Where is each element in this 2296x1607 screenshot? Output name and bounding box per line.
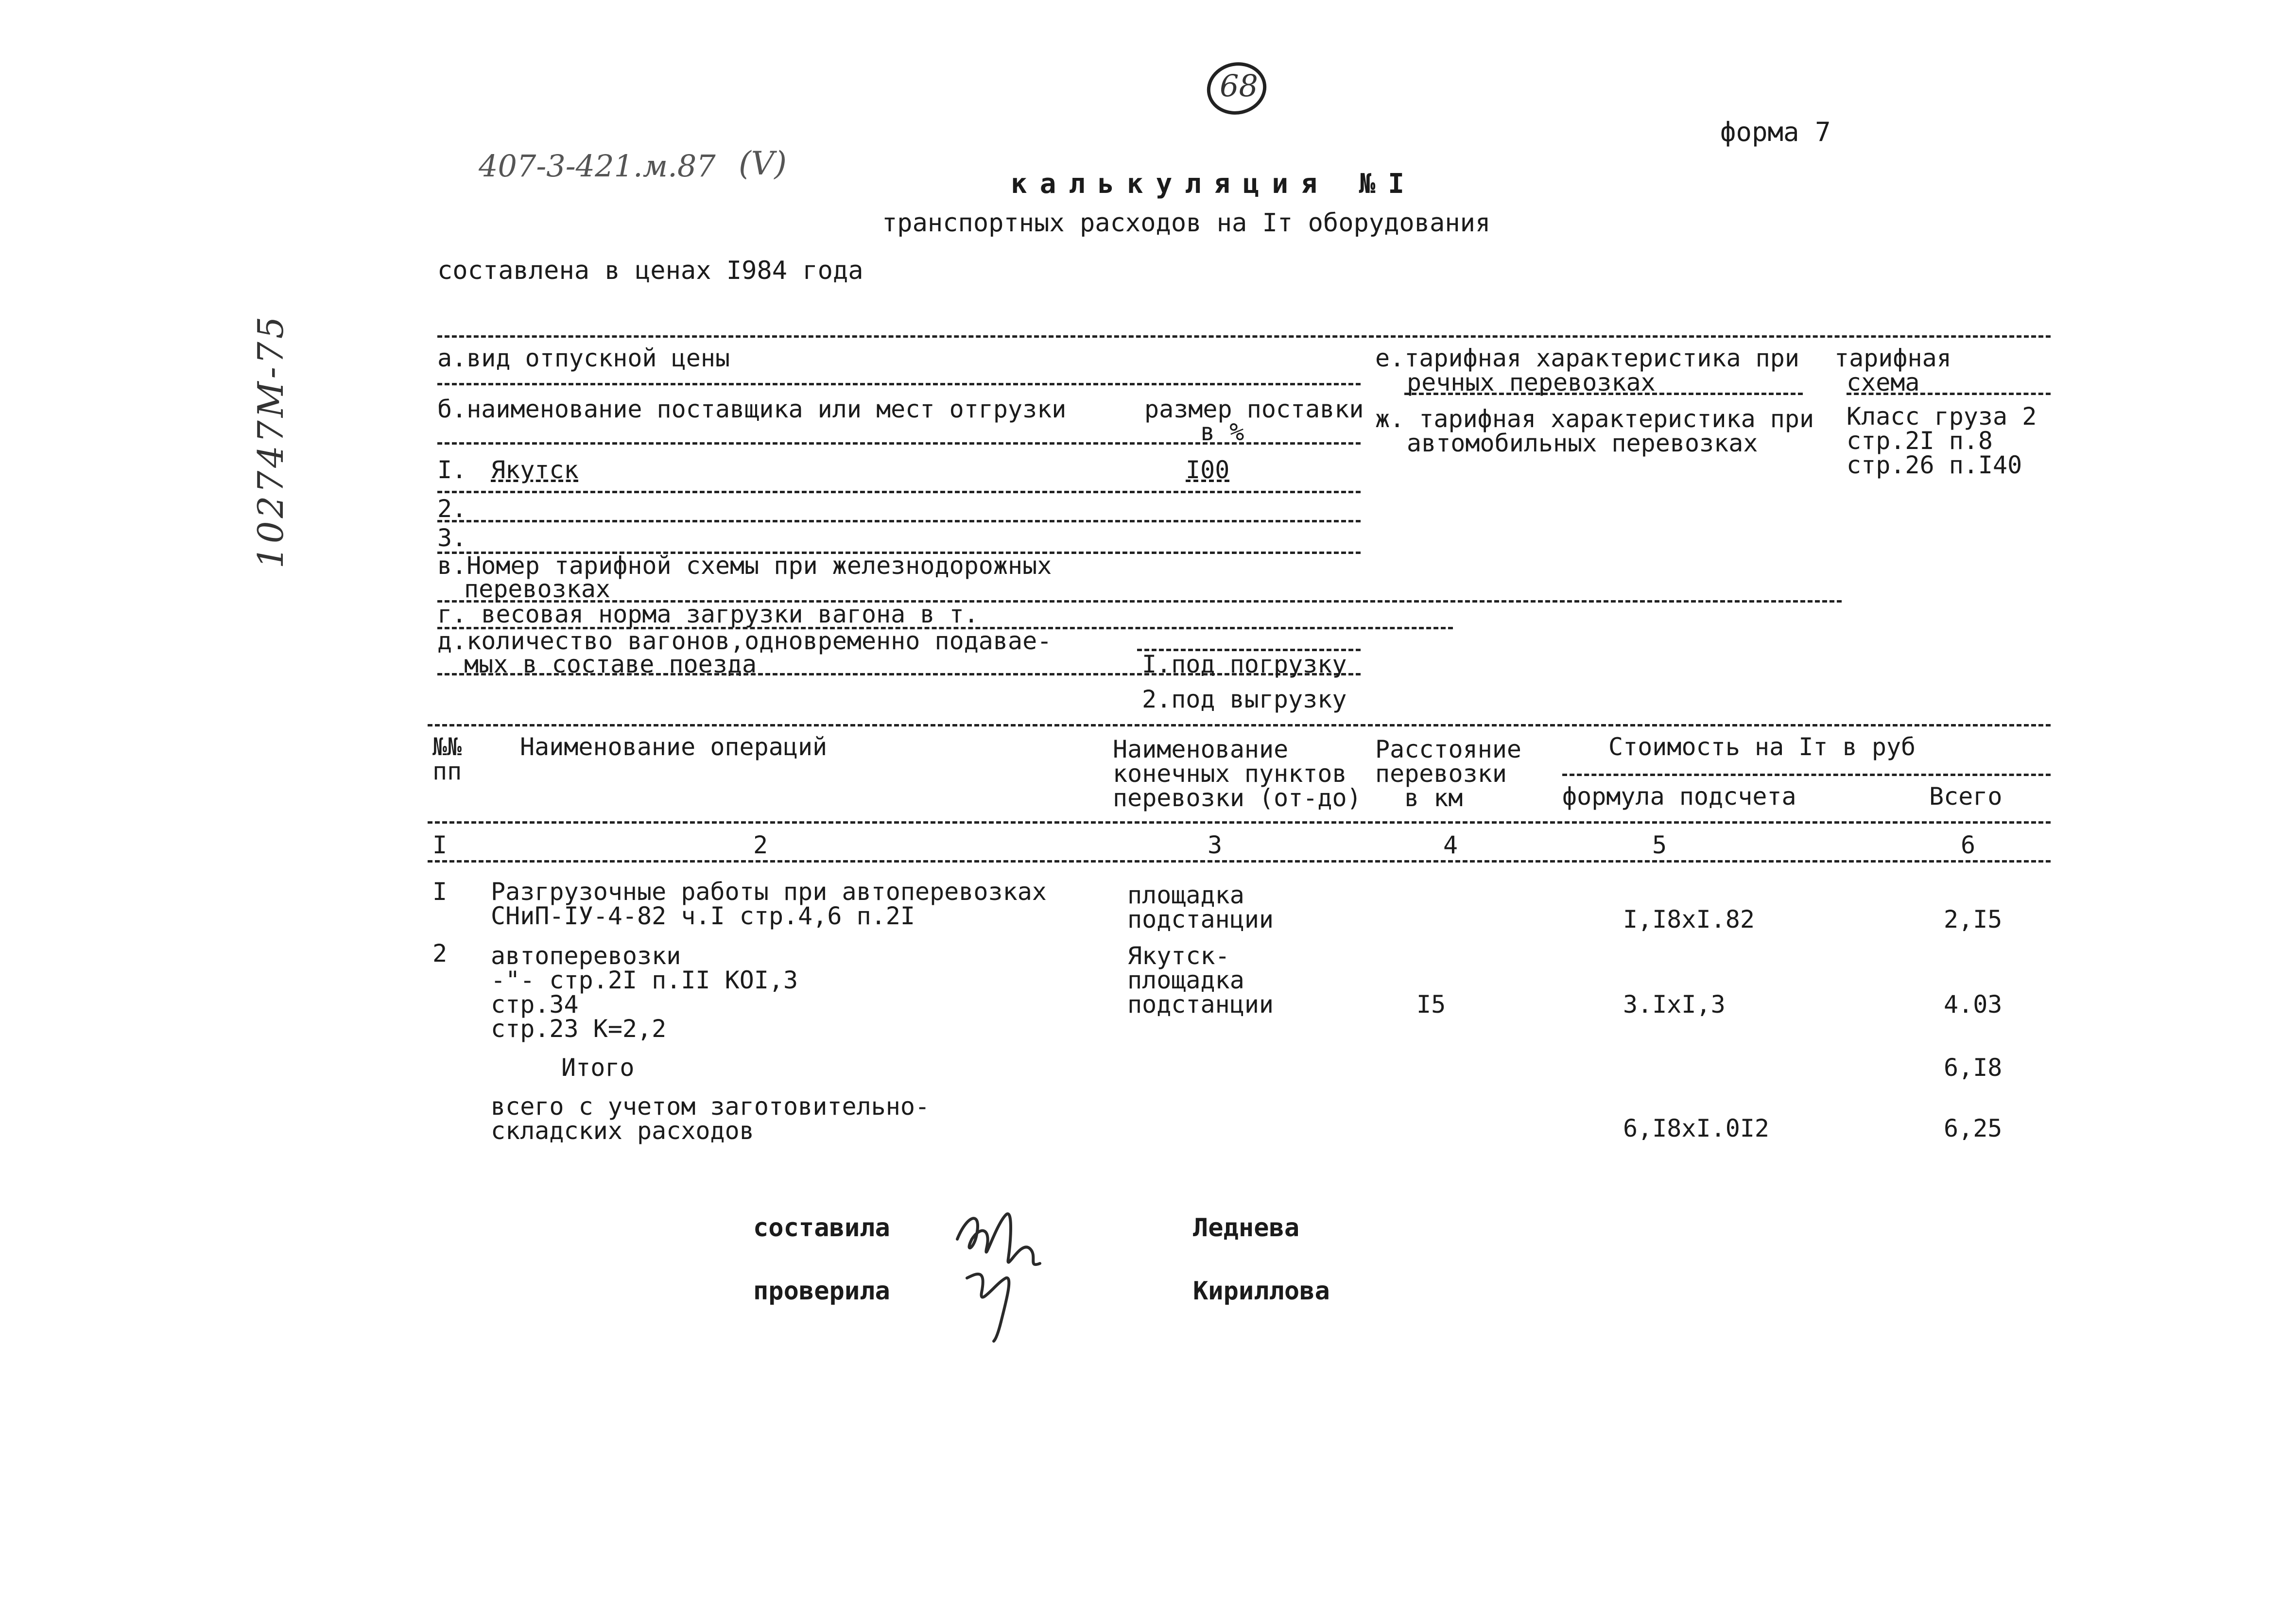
row-total: 4.03 xyxy=(1944,990,2003,1019)
field-e: е.тарифная характеристика при xyxy=(1375,344,1799,372)
prices-note: составлена в ценах I984 года xyxy=(437,256,863,285)
row-formula: 3.IxI,3 xyxy=(1623,990,1726,1019)
subtotal-value: 6,I8 xyxy=(1944,1054,2003,1082)
compiled-by-name: Леднева xyxy=(1193,1213,1300,1243)
grand-total-value: 6,25 xyxy=(1944,1114,2003,1142)
size-label: размер поставки xyxy=(1144,395,1364,423)
col-formula-header: формула подсчета xyxy=(1562,782,1796,811)
side-annotation: 102747M-75 xyxy=(250,313,291,569)
document-subtitle: транспортных расходов на Iт оборудования xyxy=(882,208,1491,238)
grand-total-formula: 6,I8xI.0I2 xyxy=(1623,1114,1770,1142)
doc-volume: (V) xyxy=(739,145,787,182)
row-points: подстанции xyxy=(1127,990,1274,1019)
divider xyxy=(428,821,2051,824)
col-index: 6 xyxy=(1961,831,1976,859)
divider xyxy=(1562,774,2051,776)
col-cost-header: Стоимость на Iт в руб xyxy=(1608,733,1916,761)
supplier-1-size: I00 xyxy=(1186,456,1230,484)
col-distance-header: перевозки xyxy=(1375,760,1507,788)
row-operation: стр.23 К=2,2 xyxy=(491,1015,667,1043)
col-points-header: перевозки (от-до) xyxy=(1113,784,1362,812)
checked-by-name: Кириллова xyxy=(1193,1277,1330,1306)
supplier-1-name: Якутск xyxy=(491,456,579,484)
supplier-1-number: I. xyxy=(437,456,467,484)
col-index: I xyxy=(432,831,448,859)
row-points: подстанции xyxy=(1127,905,1274,933)
row-number: I xyxy=(432,878,448,906)
col-index: 5 xyxy=(1652,831,1667,859)
compiled-by-label: составила xyxy=(753,1213,890,1243)
subtotal-label: Итого xyxy=(561,1054,635,1082)
scheme-value: Класс груза 2 xyxy=(1847,402,2037,431)
field-g: г. весовая норма загрузки вагона в т. xyxy=(437,600,979,628)
row-operation: СНиП-IУ-4-82 ч.I стр.4,6 п.2I xyxy=(491,902,915,930)
form-label: форма 7 xyxy=(1720,117,1831,147)
field-b: б.наименование поставщика или мест отгрузки xyxy=(437,395,1067,423)
supplier-3-number: 3. xyxy=(437,524,467,552)
scheme-value: стр.26 п.I40 xyxy=(1847,451,2022,479)
divider xyxy=(428,860,2051,863)
load-label: I.под погрузку xyxy=(1142,650,1347,678)
row-operation: автоперевозки xyxy=(491,942,681,970)
checked-by-label: проверила xyxy=(753,1277,890,1306)
row-total: 2,I5 xyxy=(1944,905,2003,933)
field-a: а.вид отпускной цены xyxy=(437,344,730,372)
row-operation: Разгрузочные работы при автоперевозках xyxy=(491,878,1047,906)
unload-label: 2.под выгрузку xyxy=(1142,685,1347,713)
row-formula: I,I8xI.82 xyxy=(1623,905,1755,933)
divider xyxy=(437,491,1361,493)
col-operation-header: Наименование операций xyxy=(520,733,828,761)
row-operation: -"- стр.2I п.II КОI,3 xyxy=(491,966,798,994)
field-zh-cont: автомобильных перевозках xyxy=(1407,429,1758,457)
col-points-header: конечных пунктов xyxy=(1113,760,1347,788)
col-num-header: №№ xyxy=(432,733,462,761)
row-points: площадка xyxy=(1127,881,1244,909)
signature-mark xyxy=(948,1195,1059,1341)
size-label-unit: в % xyxy=(1200,418,1244,446)
row-distance: I5 xyxy=(1416,990,1446,1019)
field-v: в.Номер тарифной схемы при железнодорожных xyxy=(437,552,1052,580)
page-stamp-number: 68 xyxy=(1220,68,1258,104)
col-index: 4 xyxy=(1443,831,1458,859)
doc-code: 407-3-421.м.87 xyxy=(479,148,716,184)
row-operation: стр.34 xyxy=(491,990,579,1019)
grand-total-label: складских расходов xyxy=(491,1117,754,1145)
grand-total-label: всего с учетом заготовительно- xyxy=(491,1092,930,1121)
field-d: д.количество вагонов,одновременно подавае- xyxy=(437,627,1052,655)
supplier-2-number: 2. xyxy=(437,495,467,523)
field-v-cont: перевозках xyxy=(464,575,611,603)
scheme-label-cont: схема xyxy=(1847,368,1920,397)
field-d-cont: мых в составе поезда xyxy=(464,650,757,678)
divider xyxy=(437,383,1361,385)
document-title: калькуляция №I xyxy=(1011,168,1417,200)
field-zh: ж. тарифная характеристика при xyxy=(1375,405,1814,433)
row-number: 2 xyxy=(432,939,448,968)
col-total-header: Всего xyxy=(1929,782,2003,811)
divider xyxy=(437,335,2051,338)
col-points-header: Наименование xyxy=(1113,735,1289,763)
field-e-cont: речных перевозках xyxy=(1407,368,1656,397)
scheme-value: стр.2I п.8 xyxy=(1847,427,1993,455)
col-index: 3 xyxy=(1208,831,1223,859)
col-num-header-cont: пп xyxy=(432,757,462,785)
row-points: Якутск- xyxy=(1127,942,1230,970)
col-index: 2 xyxy=(753,831,768,859)
divider xyxy=(437,520,1361,522)
col-distance-header: Расстояние xyxy=(1375,735,1522,763)
scheme-label: тарифная xyxy=(1834,344,1951,372)
row-points: площадка xyxy=(1127,966,1244,994)
col-distance-header: в км xyxy=(1404,784,1463,812)
table-top-rule xyxy=(428,724,2051,726)
